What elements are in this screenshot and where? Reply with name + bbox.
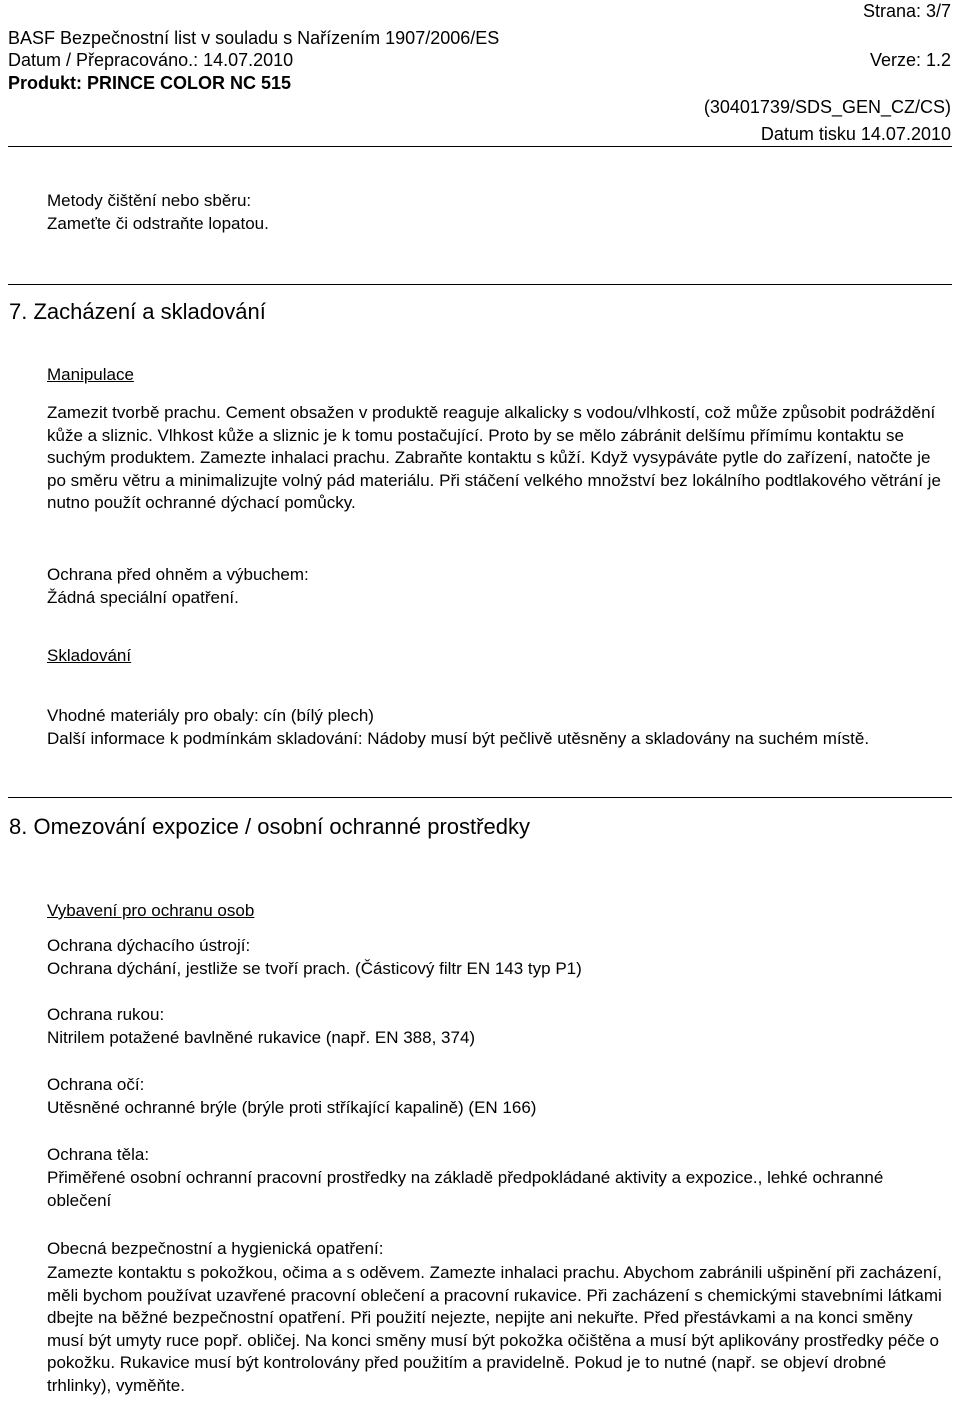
hygiene-text: Zamezte kontaktu s pokožkou, očima a s oděvem. Zamezte inhalaci prachu. Abychom zabránili ušpinění při zacházení, měli bychom používat uzavřené pracovní oblečení a pracovní rukavice. Při zacházení s chemickými stavebními látkami dbejte na běžné bezpečnostní opatření. Při použití nejezte, nepijte ani nekuřte. Před přestávkami a na konci směny musí být umyty ruce popř. obličej. Na konci směny musí být pokožka očištěna a musí být aplikovány prostředky péče o pokožku. Rukavice musí být kontrolovány před použitím a pravidelně. Pokud je to nutné (např. se objeví drobné trhlinky), vyměňte. [47,1263,942,1395]
eye-protection-label: Ochrana očí: [47,1075,145,1094]
respiratory-text: Ochrana dýchání, jestliže se tvoří prach. (Částicový filtr EN 143 typ P1) [47,959,582,978]
version: Verze: 1.2 [869,50,951,70]
section-7-divider [8,284,952,285]
hand-protection-label: Ochrana rukou: [47,1005,165,1024]
document-title: BASF Bezpečnostní list v souladu s Nařízením 1907/2006/ES [8,28,500,48]
cleanup-label: Metody čištění nebo sběru: [47,191,252,210]
header-divider [8,146,952,147]
storage-materials: Vhodné materiály pro obaly: cín (bílý plech) [47,706,374,725]
section-7-title: 7. Zacházení a skladování [9,299,266,324]
revision-date: Datum / Přepracováno.: 14.07.2010 [8,50,294,70]
storage-heading: Skladování [47,646,132,665]
hand-protection-text: Nitrilem potažené bavlněné rukavice (např. EN 388, 374) [47,1028,476,1047]
ppe-heading: Vybavení pro ochranu osob [47,901,255,920]
fire-protection-text: Žádná speciální opatření. [47,588,239,607]
eye-protection-text: Utěsněné ochranné brýle (brýle proti stříkající kapalině) (EN 166) [47,1098,537,1117]
page-number: Strana: 3/7 [862,1,951,21]
section-8-title: 8. Omezování expozice / osobní ochranné prostředky [9,814,530,839]
handling-heading: Manipulace [47,365,134,384]
hygiene-label: Obecná bezpečnostní a hygienická opatření: [47,1239,384,1258]
section-8-divider [8,797,952,798]
fire-protection-label: Ochrana před ohněm a výbuchem: [47,565,309,584]
storage-info: Další informace k podmínkám skladování: Nádoby musí být pečlivě utěsněny a skladovány na suchém místě. [47,729,870,748]
handling-text: Zamezit tvorbě prachu. Cement obsažen v produktě reaguje alkalicky s vodou/vlhkostí, což může způsobit podráždění kůže a sliznic. Vlhkost kůže a sliznic je k tomu postačující. Proto by se mělo zábránit delšímu přímímu kontaktu se suchým produktem. Zamezte inhalaci prachu. Zabraňte kontaktu s kůží. Když vysypáváte pytle do zařízení, natočte je po směru větru a minimalizujte volný pád materiálu. Při stáčení velkého množství bez lokálního podtlakového větrání je nutno použít ochranné dýchací pomůcky. [47,403,941,512]
print-date: Datum tisku 14.07.2010 [760,124,951,144]
body-protection-text: Přiměřené osobní ochranní pracovní prostředky na základě předpokládané aktivity a expozice., lehké ochranné oblečení [47,1168,884,1210]
respiratory-label: Ochrana dýchacího ústrojí: [47,936,251,955]
body-protection-label: Ochrana těla: [47,1145,150,1164]
document-code: (30401739/SDS_GEN_CZ/CS) [703,97,951,117]
cleanup-text: Zameťte či odstraňte lopatou. [47,214,269,233]
product-name: Produkt: PRINCE COLOR NC 515 [8,73,292,93]
